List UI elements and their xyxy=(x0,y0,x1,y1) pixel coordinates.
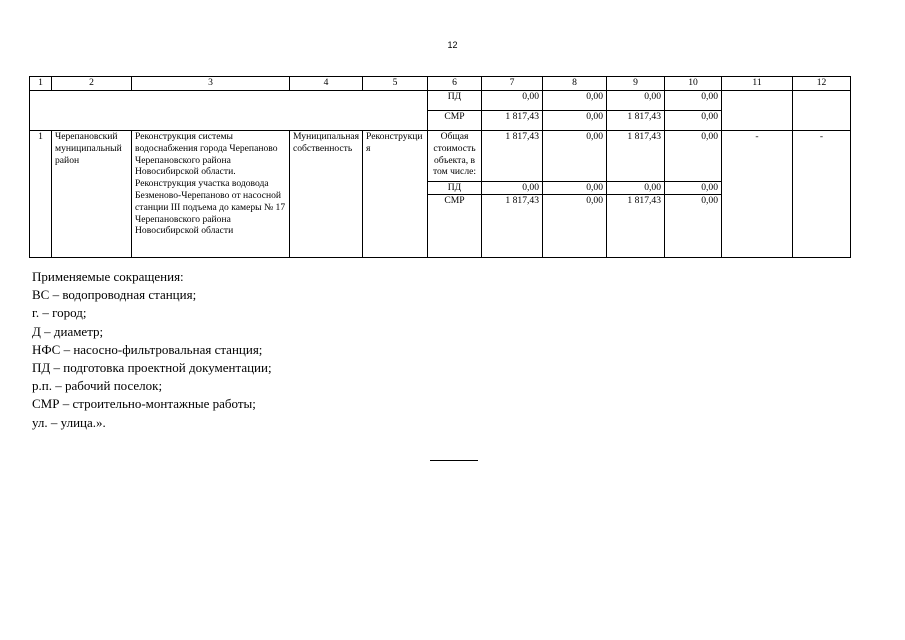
value-cell: 0,00 xyxy=(665,131,722,182)
cost-type-cell: ПД xyxy=(428,91,482,111)
abbreviation-item: ПД – подготовка проектной документации; xyxy=(32,360,272,376)
value-cell: 0,00 xyxy=(543,194,607,257)
col-number: 7 xyxy=(482,77,543,91)
abbreviations-list xyxy=(32,268,272,432)
abbreviation-item: р.п. – рабочий поселок; xyxy=(32,378,163,394)
col-number: 2 xyxy=(52,77,132,91)
col-number: 4 xyxy=(290,77,363,91)
col-number: 11 xyxy=(722,77,793,91)
col-number: 3 xyxy=(132,77,290,91)
col-number: 6 xyxy=(428,77,482,91)
value-cell: 1 817,43 xyxy=(482,131,543,182)
abbreviation-item: ВС – водопроводная станция; xyxy=(32,287,197,303)
cost-label-cell: Общая стоимость объекта, в том числе: xyxy=(428,131,482,182)
table-row-entry xyxy=(30,131,851,182)
col-number: 1 xyxy=(30,77,52,91)
work-type-cell: Реконструкци я xyxy=(363,131,428,258)
table-row-pd xyxy=(30,91,851,111)
value-cell: 0,00 xyxy=(607,182,665,195)
value-cell: 0,00 xyxy=(482,91,543,111)
value-cell: 0,00 xyxy=(543,91,607,111)
value-cell: 0,00 xyxy=(665,194,722,257)
abbreviation-item: СМР – строительно-монтажные работы; xyxy=(32,396,256,412)
ownership-cell: Муниципальная собственность xyxy=(290,131,363,258)
value-cell: 1 817,43 xyxy=(607,111,665,131)
value-cell: 0,00 xyxy=(482,182,543,195)
cost-type-cell: СМР xyxy=(428,111,482,131)
page-number: 12 xyxy=(447,40,458,50)
empty-cell xyxy=(793,91,851,131)
col-number: 5 xyxy=(363,77,428,91)
abbreviation-item: ул. – улица.». xyxy=(32,414,106,430)
investment-table xyxy=(29,76,851,258)
value-cell: 1 817,43 xyxy=(482,194,543,257)
value-cell: 0,00 xyxy=(665,111,722,131)
abbreviation-item: НФС – насосно-фильтровальная станция; xyxy=(32,341,263,357)
value-cell: - xyxy=(722,131,793,258)
value-cell: 0,00 xyxy=(665,182,722,195)
col-number: 12 xyxy=(793,77,851,91)
value-cell: 1 817,43 xyxy=(482,111,543,131)
value-cell: 0,00 xyxy=(543,131,607,182)
entry-number: 1 xyxy=(30,131,52,258)
end-separator-line xyxy=(430,460,478,461)
cost-type-cell: СМР xyxy=(428,194,482,257)
value-cell: 0,00 xyxy=(543,111,607,131)
abbreviations-title: Применяемые сокращения: xyxy=(32,269,184,284)
value-cell: 0,00 xyxy=(543,182,607,195)
col-number: 8 xyxy=(543,77,607,91)
col-number: 9 xyxy=(607,77,665,91)
col-number: 10 xyxy=(665,77,722,91)
abbreviation-item: Д – диаметр; xyxy=(32,323,104,339)
value-cell: 1 817,43 xyxy=(607,131,665,182)
value-cell: - xyxy=(793,131,851,258)
value-cell: 0,00 xyxy=(665,91,722,111)
empty-merged-cell xyxy=(30,91,428,131)
value-cell: 1 817,43 xyxy=(607,194,665,257)
value-cell: 0,00 xyxy=(607,91,665,111)
cost-type-cell: ПД xyxy=(428,182,482,195)
abbreviation-item: г. – город; xyxy=(32,305,87,321)
column-number-row xyxy=(30,77,851,91)
empty-cell xyxy=(722,91,793,131)
district-cell: Черепановский муниципальный район xyxy=(52,131,132,258)
description-cell: Реконструкция системы водоснабжения города Черепаново Черепановского района Новосибирской области. Реконструкция участка водовода Безменово-Черепаново от насосной станции III подъема до камеры № 17 Черепановского района Новосибирской области xyxy=(132,131,290,258)
